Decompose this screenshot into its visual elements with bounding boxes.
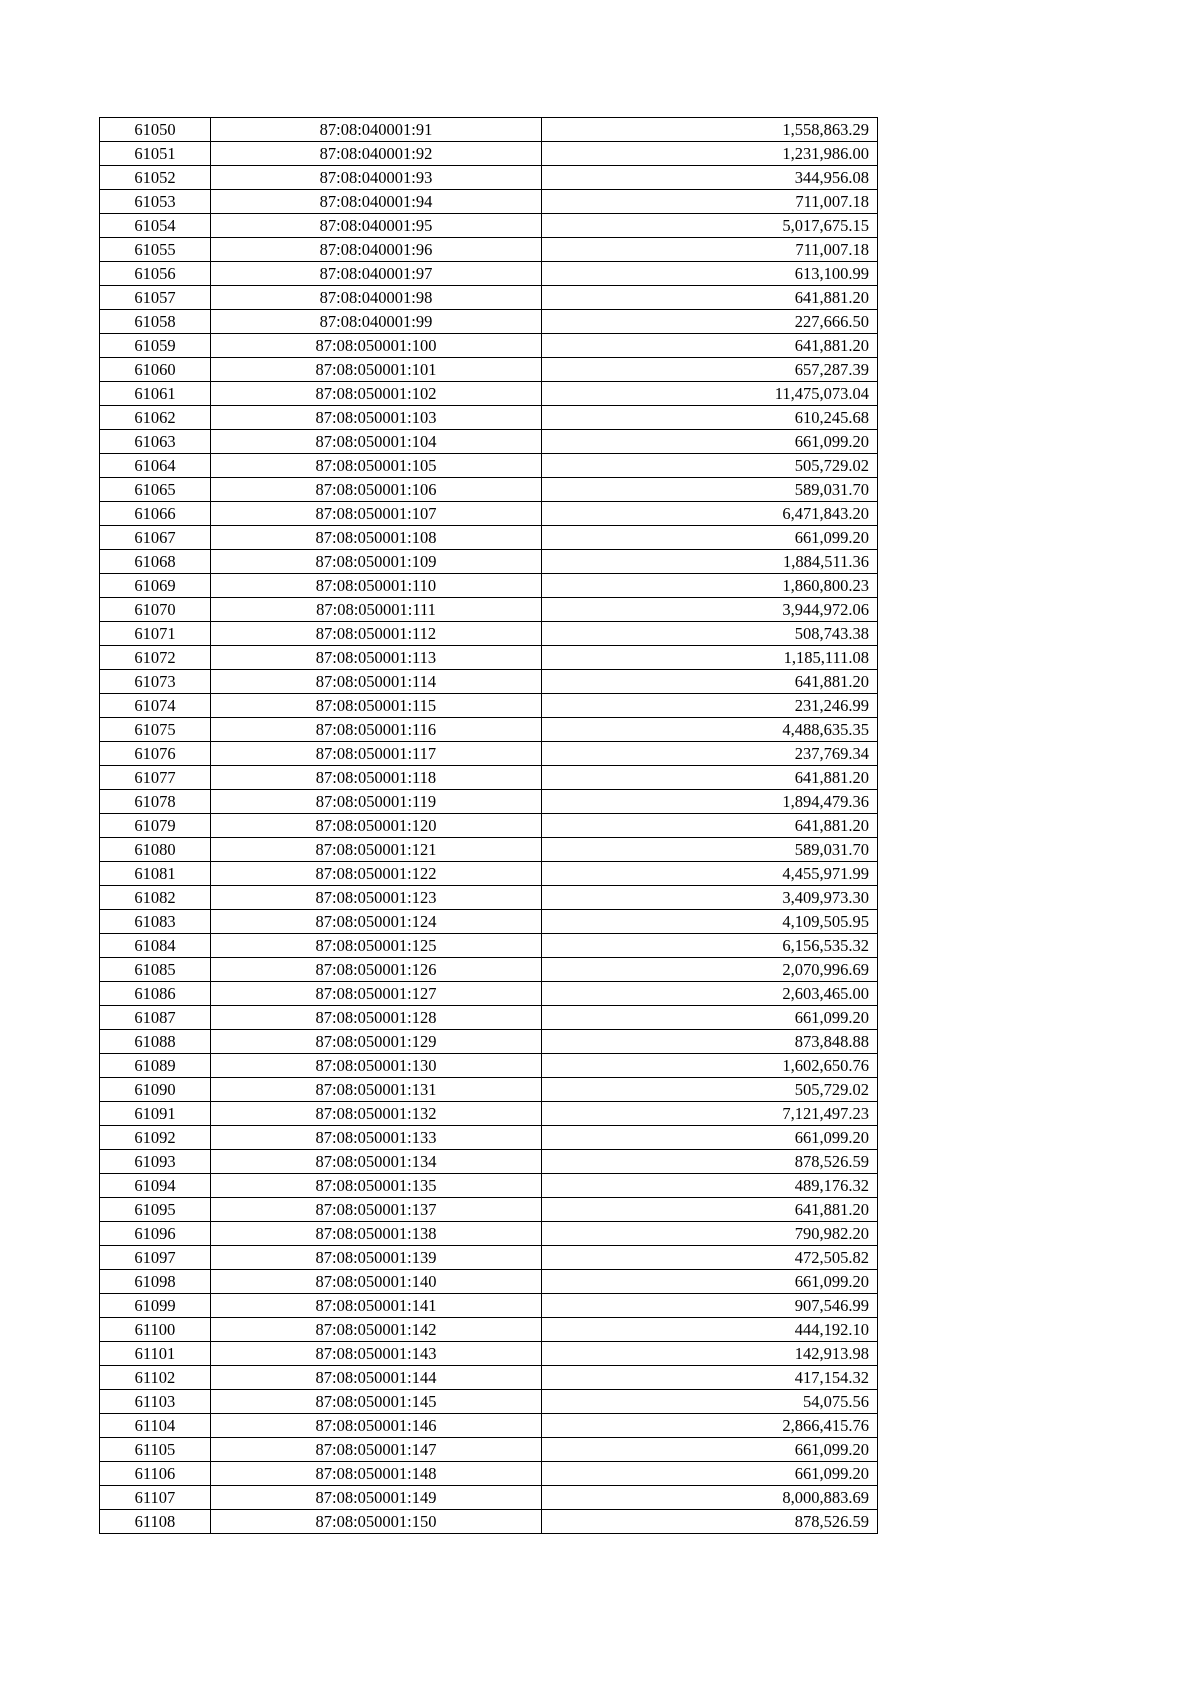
value-cell: 6,471,843.20 [542, 502, 878, 526]
table-row [100, 1342, 878, 1366]
table-row [100, 382, 878, 406]
table-row [100, 1078, 878, 1102]
value-cell: 4,488,635.35 [542, 718, 878, 742]
table-row [100, 1294, 878, 1318]
cadastral-number-cell: 87:08:050001:143 [211, 1342, 542, 1366]
cadastral-number-cell: 87:08:050001:128 [211, 1006, 542, 1030]
value-cell: 873,848.88 [542, 1030, 878, 1054]
value-cell: 641,881.20 [542, 814, 878, 838]
table-row [100, 406, 878, 430]
cadastral-number-cell: 87:08:050001:139 [211, 1246, 542, 1270]
cadastral-number-cell: 87:08:050001:117 [211, 742, 542, 766]
row-number-cell: 61103 [100, 1390, 211, 1414]
table-row [100, 1462, 878, 1486]
row-number-cell: 61071 [100, 622, 211, 646]
value-cell: 1,884,511.36 [542, 550, 878, 574]
table-row [100, 1054, 878, 1078]
value-cell: 711,007.18 [542, 238, 878, 262]
table-row [100, 838, 878, 862]
table-row [100, 790, 878, 814]
row-number-cell: 61099 [100, 1294, 211, 1318]
row-number-cell: 61105 [100, 1438, 211, 1462]
cadastral-number-cell: 87:08:050001:148 [211, 1462, 542, 1486]
cadastral-number-cell: 87:08:050001:140 [211, 1270, 542, 1294]
table-row [100, 862, 878, 886]
table-row [100, 982, 878, 1006]
table-row [100, 1222, 878, 1246]
value-cell: 1,231,986.00 [542, 142, 878, 166]
value-cell: 3,409,973.30 [542, 886, 878, 910]
row-number-cell: 61101 [100, 1342, 211, 1366]
value-cell: 657,287.39 [542, 358, 878, 382]
row-number-cell: 61096 [100, 1222, 211, 1246]
value-cell: 4,455,971.99 [542, 862, 878, 886]
table-row [100, 214, 878, 238]
row-number-cell: 61068 [100, 550, 211, 574]
cadastral-number-cell: 87:08:050001:126 [211, 958, 542, 982]
row-number-cell: 61074 [100, 694, 211, 718]
value-cell: 790,982.20 [542, 1222, 878, 1246]
table-body [100, 118, 878, 1534]
table-row [100, 1438, 878, 1462]
table-row [100, 550, 878, 574]
table-row [100, 310, 878, 334]
cadastral-number-cell: 87:08:050001:138 [211, 1222, 542, 1246]
row-number-cell: 61065 [100, 478, 211, 502]
table-row [100, 358, 878, 382]
table-row [100, 1246, 878, 1270]
row-number-cell: 61092 [100, 1126, 211, 1150]
value-cell: 878,526.59 [542, 1510, 878, 1534]
cadastral-number-cell: 87:08:040001:98 [211, 286, 542, 310]
cadastral-number-cell: 87:08:050001:125 [211, 934, 542, 958]
value-cell: 6,156,535.32 [542, 934, 878, 958]
cadastral-number-cell: 87:08:050001:132 [211, 1102, 542, 1126]
table-row [100, 598, 878, 622]
cadastral-number-cell: 87:08:050001:124 [211, 910, 542, 934]
value-cell: 641,881.20 [542, 1198, 878, 1222]
cadastral-number-cell: 87:08:050001:113 [211, 646, 542, 670]
cadastral-number-cell: 87:08:050001:106 [211, 478, 542, 502]
value-cell: 417,154.32 [542, 1366, 878, 1390]
cadastral-number-cell: 87:08:050001:102 [211, 382, 542, 406]
value-cell: 8,000,883.69 [542, 1486, 878, 1510]
table-row [100, 1318, 878, 1342]
table-row [100, 718, 878, 742]
table-row [100, 1102, 878, 1126]
row-number-cell: 61069 [100, 574, 211, 598]
row-number-cell: 61076 [100, 742, 211, 766]
value-cell: 661,099.20 [542, 1462, 878, 1486]
row-number-cell: 61079 [100, 814, 211, 838]
row-number-cell: 61093 [100, 1150, 211, 1174]
cadastral-number-cell: 87:08:040001:99 [211, 310, 542, 334]
row-number-cell: 61082 [100, 886, 211, 910]
cadastral-number-cell: 87:08:050001:127 [211, 982, 542, 1006]
table-row [100, 478, 878, 502]
row-number-cell: 61106 [100, 1462, 211, 1486]
cadastral-number-cell: 87:08:040001:95 [211, 214, 542, 238]
row-number-cell: 61070 [100, 598, 211, 622]
table-row [100, 1174, 878, 1198]
table-row [100, 1126, 878, 1150]
value-cell: 613,100.99 [542, 262, 878, 286]
cadastral-number-cell: 87:08:050001:114 [211, 670, 542, 694]
value-cell: 641,881.20 [542, 286, 878, 310]
value-cell: 508,743.38 [542, 622, 878, 646]
cadastral-number-cell: 87:08:050001:103 [211, 406, 542, 430]
cadastral-number-cell: 87:08:050001:133 [211, 1126, 542, 1150]
cadastral-number-cell: 87:08:050001:135 [211, 1174, 542, 1198]
value-cell: 5,017,675.15 [542, 214, 878, 238]
value-cell: 227,666.50 [542, 310, 878, 334]
row-number-cell: 61088 [100, 1030, 211, 1054]
table-row [100, 1150, 878, 1174]
table-row [100, 238, 878, 262]
value-cell: 641,881.20 [542, 766, 878, 790]
cadastral-number-cell: 87:08:050001:150 [211, 1510, 542, 1534]
table-row [100, 1390, 878, 1414]
cadastral-number-cell: 87:08:050001:130 [211, 1054, 542, 1078]
cadastral-number-cell: 87:08:050001:134 [211, 1150, 542, 1174]
row-number-cell: 61087 [100, 1006, 211, 1030]
row-number-cell: 61073 [100, 670, 211, 694]
cadastral-number-cell: 87:08:040001:96 [211, 238, 542, 262]
cadastral-number-cell: 87:08:050001:129 [211, 1030, 542, 1054]
table-row [100, 934, 878, 958]
cadastral-number-cell: 87:08:040001:91 [211, 118, 542, 142]
row-number-cell: 61060 [100, 358, 211, 382]
value-cell: 661,099.20 [542, 1270, 878, 1294]
table-row [100, 334, 878, 358]
value-cell: 444,192.10 [542, 1318, 878, 1342]
row-number-cell: 61057 [100, 286, 211, 310]
value-cell: 641,881.20 [542, 334, 878, 358]
value-cell: 1,185,111.08 [542, 646, 878, 670]
row-number-cell: 61055 [100, 238, 211, 262]
table-row [100, 190, 878, 214]
table-row [100, 142, 878, 166]
cadastral-number-cell: 87:08:050001:110 [211, 574, 542, 598]
row-number-cell: 61051 [100, 142, 211, 166]
table-row [100, 958, 878, 982]
value-cell: 11,475,073.04 [542, 382, 878, 406]
value-cell: 472,505.82 [542, 1246, 878, 1270]
row-number-cell: 61085 [100, 958, 211, 982]
cadastral-number-cell: 87:08:050001:100 [211, 334, 542, 358]
cadastral-number-cell: 87:08:040001:97 [211, 262, 542, 286]
value-cell: 3,944,972.06 [542, 598, 878, 622]
table-row [100, 1414, 878, 1438]
table-row [100, 1198, 878, 1222]
cadastral-number-cell: 87:08:050001:105 [211, 454, 542, 478]
row-number-cell: 61050 [100, 118, 211, 142]
table-row [100, 742, 878, 766]
value-cell: 661,099.20 [542, 430, 878, 454]
table-row [100, 886, 878, 910]
value-cell: 505,729.02 [542, 454, 878, 478]
row-number-cell: 61072 [100, 646, 211, 670]
value-cell: 231,246.99 [542, 694, 878, 718]
value-cell: 661,099.20 [542, 526, 878, 550]
value-cell: 4,109,505.95 [542, 910, 878, 934]
row-number-cell: 61056 [100, 262, 211, 286]
table-row [100, 622, 878, 646]
table-row [100, 670, 878, 694]
row-number-cell: 61108 [100, 1510, 211, 1534]
value-cell: 907,546.99 [542, 1294, 878, 1318]
table-row [100, 1030, 878, 1054]
row-number-cell: 61084 [100, 934, 211, 958]
cadastral-number-cell: 87:08:050001:118 [211, 766, 542, 790]
row-number-cell: 61078 [100, 790, 211, 814]
cadastral-number-cell: 87:08:050001:122 [211, 862, 542, 886]
table-row [100, 574, 878, 598]
cadastral-number-cell: 87:08:050001:142 [211, 1318, 542, 1342]
value-cell: 1,860,800.23 [542, 574, 878, 598]
row-number-cell: 61089 [100, 1054, 211, 1078]
table-row [100, 694, 878, 718]
cadastral-number-cell: 87:08:050001:108 [211, 526, 542, 550]
value-cell: 2,070,996.69 [542, 958, 878, 982]
value-cell: 661,099.20 [542, 1438, 878, 1462]
table-row [100, 1510, 878, 1534]
cadastral-number-cell: 87:08:050001:120 [211, 814, 542, 838]
cadastral-number-cell: 87:08:050001:116 [211, 718, 542, 742]
row-number-cell: 61061 [100, 382, 211, 406]
cadastral-number-cell: 87:08:050001:147 [211, 1438, 542, 1462]
table-row [100, 1270, 878, 1294]
cadastral-number-cell: 87:08:050001:123 [211, 886, 542, 910]
cadastral-number-cell: 87:08:050001:119 [211, 790, 542, 814]
cadastral-number-cell: 87:08:050001:131 [211, 1078, 542, 1102]
row-number-cell: 61100 [100, 1318, 211, 1342]
table-row [100, 526, 878, 550]
cadastral-number-cell: 87:08:040001:92 [211, 142, 542, 166]
row-number-cell: 61094 [100, 1174, 211, 1198]
table-row [100, 1006, 878, 1030]
value-cell: 54,075.56 [542, 1390, 878, 1414]
row-number-cell: 61102 [100, 1366, 211, 1390]
row-number-cell: 61053 [100, 190, 211, 214]
value-cell: 661,099.20 [542, 1006, 878, 1030]
value-cell: 142,913.98 [542, 1342, 878, 1366]
row-number-cell: 61098 [100, 1270, 211, 1294]
table-row [100, 646, 878, 670]
table-row [100, 814, 878, 838]
cadastral-number-cell: 87:08:050001:145 [211, 1390, 542, 1414]
value-cell: 641,881.20 [542, 670, 878, 694]
row-number-cell: 61059 [100, 334, 211, 358]
table-row [100, 118, 878, 142]
row-number-cell: 61058 [100, 310, 211, 334]
value-cell: 1,894,479.36 [542, 790, 878, 814]
value-cell: 661,099.20 [542, 1126, 878, 1150]
value-cell: 610,245.68 [542, 406, 878, 430]
table-row [100, 910, 878, 934]
cadastral-number-cell: 87:08:050001:109 [211, 550, 542, 574]
row-number-cell: 61095 [100, 1198, 211, 1222]
row-number-cell: 61077 [100, 766, 211, 790]
table-row [100, 430, 878, 454]
cadastral-number-cell: 87:08:050001:141 [211, 1294, 542, 1318]
cadastral-number-cell: 87:08:050001:137 [211, 1198, 542, 1222]
row-number-cell: 61052 [100, 166, 211, 190]
row-number-cell: 61097 [100, 1246, 211, 1270]
value-cell: 2,603,465.00 [542, 982, 878, 1006]
cadastral-number-cell: 87:08:050001:112 [211, 622, 542, 646]
table-row [100, 766, 878, 790]
table-row [100, 454, 878, 478]
row-number-cell: 61091 [100, 1102, 211, 1126]
cadastral-number-cell: 87:08:050001:149 [211, 1486, 542, 1510]
row-number-cell: 61090 [100, 1078, 211, 1102]
value-cell: 589,031.70 [542, 478, 878, 502]
table-row [100, 502, 878, 526]
row-number-cell: 61081 [100, 862, 211, 886]
value-cell: 237,769.34 [542, 742, 878, 766]
value-cell: 589,031.70 [542, 838, 878, 862]
table-row [100, 262, 878, 286]
row-number-cell: 61080 [100, 838, 211, 862]
table-row [100, 1366, 878, 1390]
row-number-cell: 61086 [100, 982, 211, 1006]
cadastral-number-cell: 87:08:050001:107 [211, 502, 542, 526]
value-cell: 7,121,497.23 [542, 1102, 878, 1126]
cadastral-number-cell: 87:08:050001:101 [211, 358, 542, 382]
cadastral-number-cell: 87:08:050001:115 [211, 694, 542, 718]
value-cell: 1,602,650.76 [542, 1054, 878, 1078]
value-cell: 505,729.02 [542, 1078, 878, 1102]
row-number-cell: 61075 [100, 718, 211, 742]
value-cell: 711,007.18 [542, 190, 878, 214]
row-number-cell: 61104 [100, 1414, 211, 1438]
cadastral-number-cell: 87:08:050001:104 [211, 430, 542, 454]
row-number-cell: 61083 [100, 910, 211, 934]
value-cell: 344,956.08 [542, 166, 878, 190]
cadastral-number-cell: 87:08:040001:93 [211, 166, 542, 190]
value-cell: 2,866,415.76 [542, 1414, 878, 1438]
cadastral-number-cell: 87:08:040001:94 [211, 190, 542, 214]
table-row [100, 166, 878, 190]
value-cell: 878,526.59 [542, 1150, 878, 1174]
row-number-cell: 61063 [100, 430, 211, 454]
table-row [100, 1486, 878, 1510]
cadastral-number-cell: 87:08:050001:121 [211, 838, 542, 862]
table-row [100, 286, 878, 310]
cadastral-number-cell: 87:08:050001:144 [211, 1366, 542, 1390]
row-number-cell: 61067 [100, 526, 211, 550]
row-number-cell: 61062 [100, 406, 211, 430]
cadastral-number-cell: 87:08:050001:111 [211, 598, 542, 622]
row-number-cell: 61054 [100, 214, 211, 238]
value-cell: 489,176.32 [542, 1174, 878, 1198]
row-number-cell: 61064 [100, 454, 211, 478]
cadastral-value-table [99, 117, 878, 1534]
row-number-cell: 61107 [100, 1486, 211, 1510]
row-number-cell: 61066 [100, 502, 211, 526]
cadastral-number-cell: 87:08:050001:146 [211, 1414, 542, 1438]
value-cell: 1,558,863.29 [542, 118, 878, 142]
